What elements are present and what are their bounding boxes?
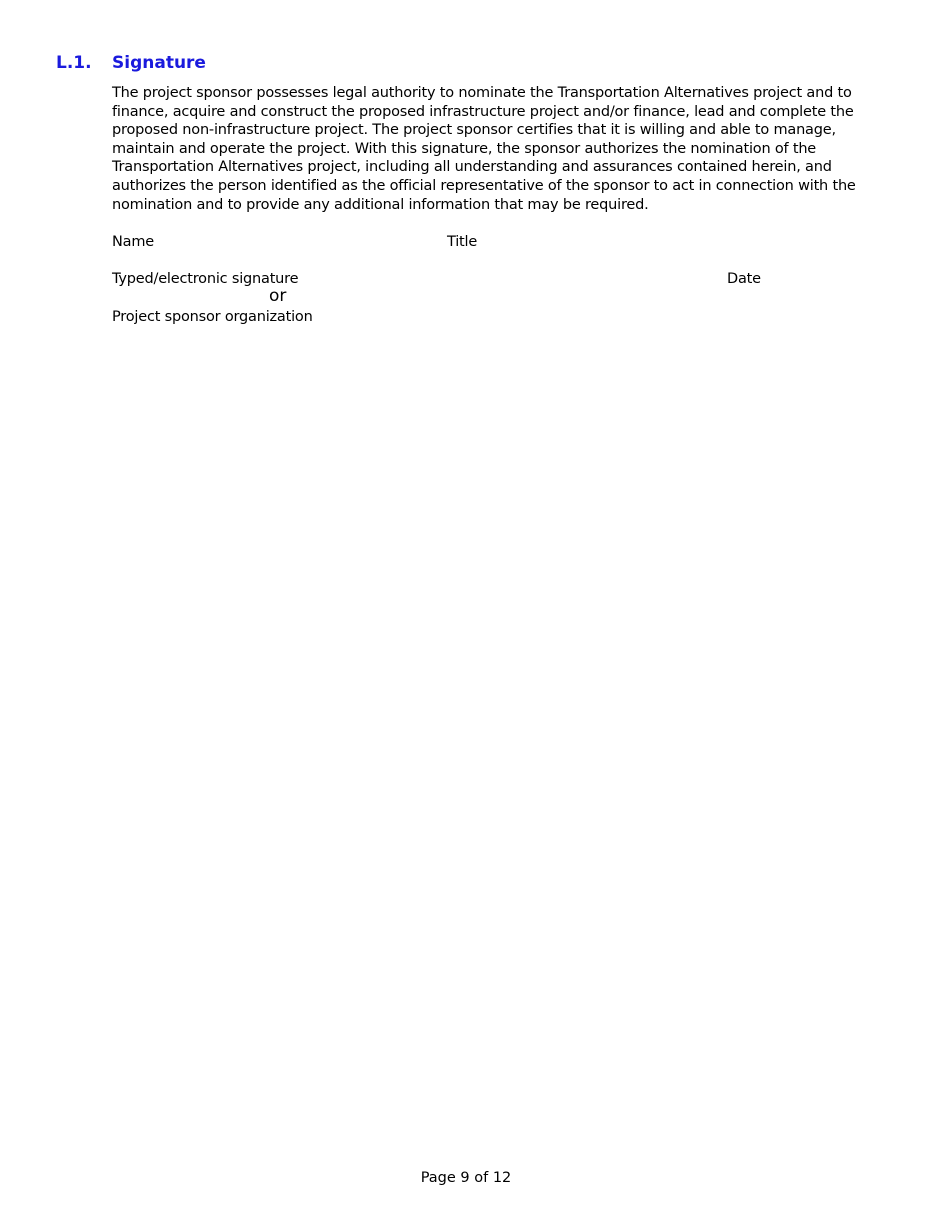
certification-paragraph: The project sponsor possesses legal authority to nominate the Transportation Alternatives project and to finance, acquire and construct the proposed infrastructure project and/or finance, lead and complete the proposed non-infrastructure project. The project sponsor certifies that it is willing and able to manage, maintain and operate the project. With this signature, the sponsor authorizes the nomination of the Transportation Alternatives project, including all understanding and assurances contained herein, and authorizes the person identified as the official representative of the sponsor to act in connection with the nomination and to provide any additional information that may be required. bbox=[112, 85, 856, 213]
section-number: L.1. bbox=[56, 53, 92, 73]
date-field-label: Date bbox=[727, 271, 761, 287]
section-title: Signature bbox=[112, 53, 206, 73]
title-field-label: Title bbox=[447, 234, 478, 250]
name-field-label: Name bbox=[112, 234, 154, 250]
organization-field-label: Project sponsor organization bbox=[112, 309, 313, 325]
page-number: Page 9 of 12 bbox=[420, 1170, 512, 1186]
or-separator: or bbox=[269, 286, 287, 306]
signature-field-label: Typed/electronic signature bbox=[112, 271, 299, 287]
